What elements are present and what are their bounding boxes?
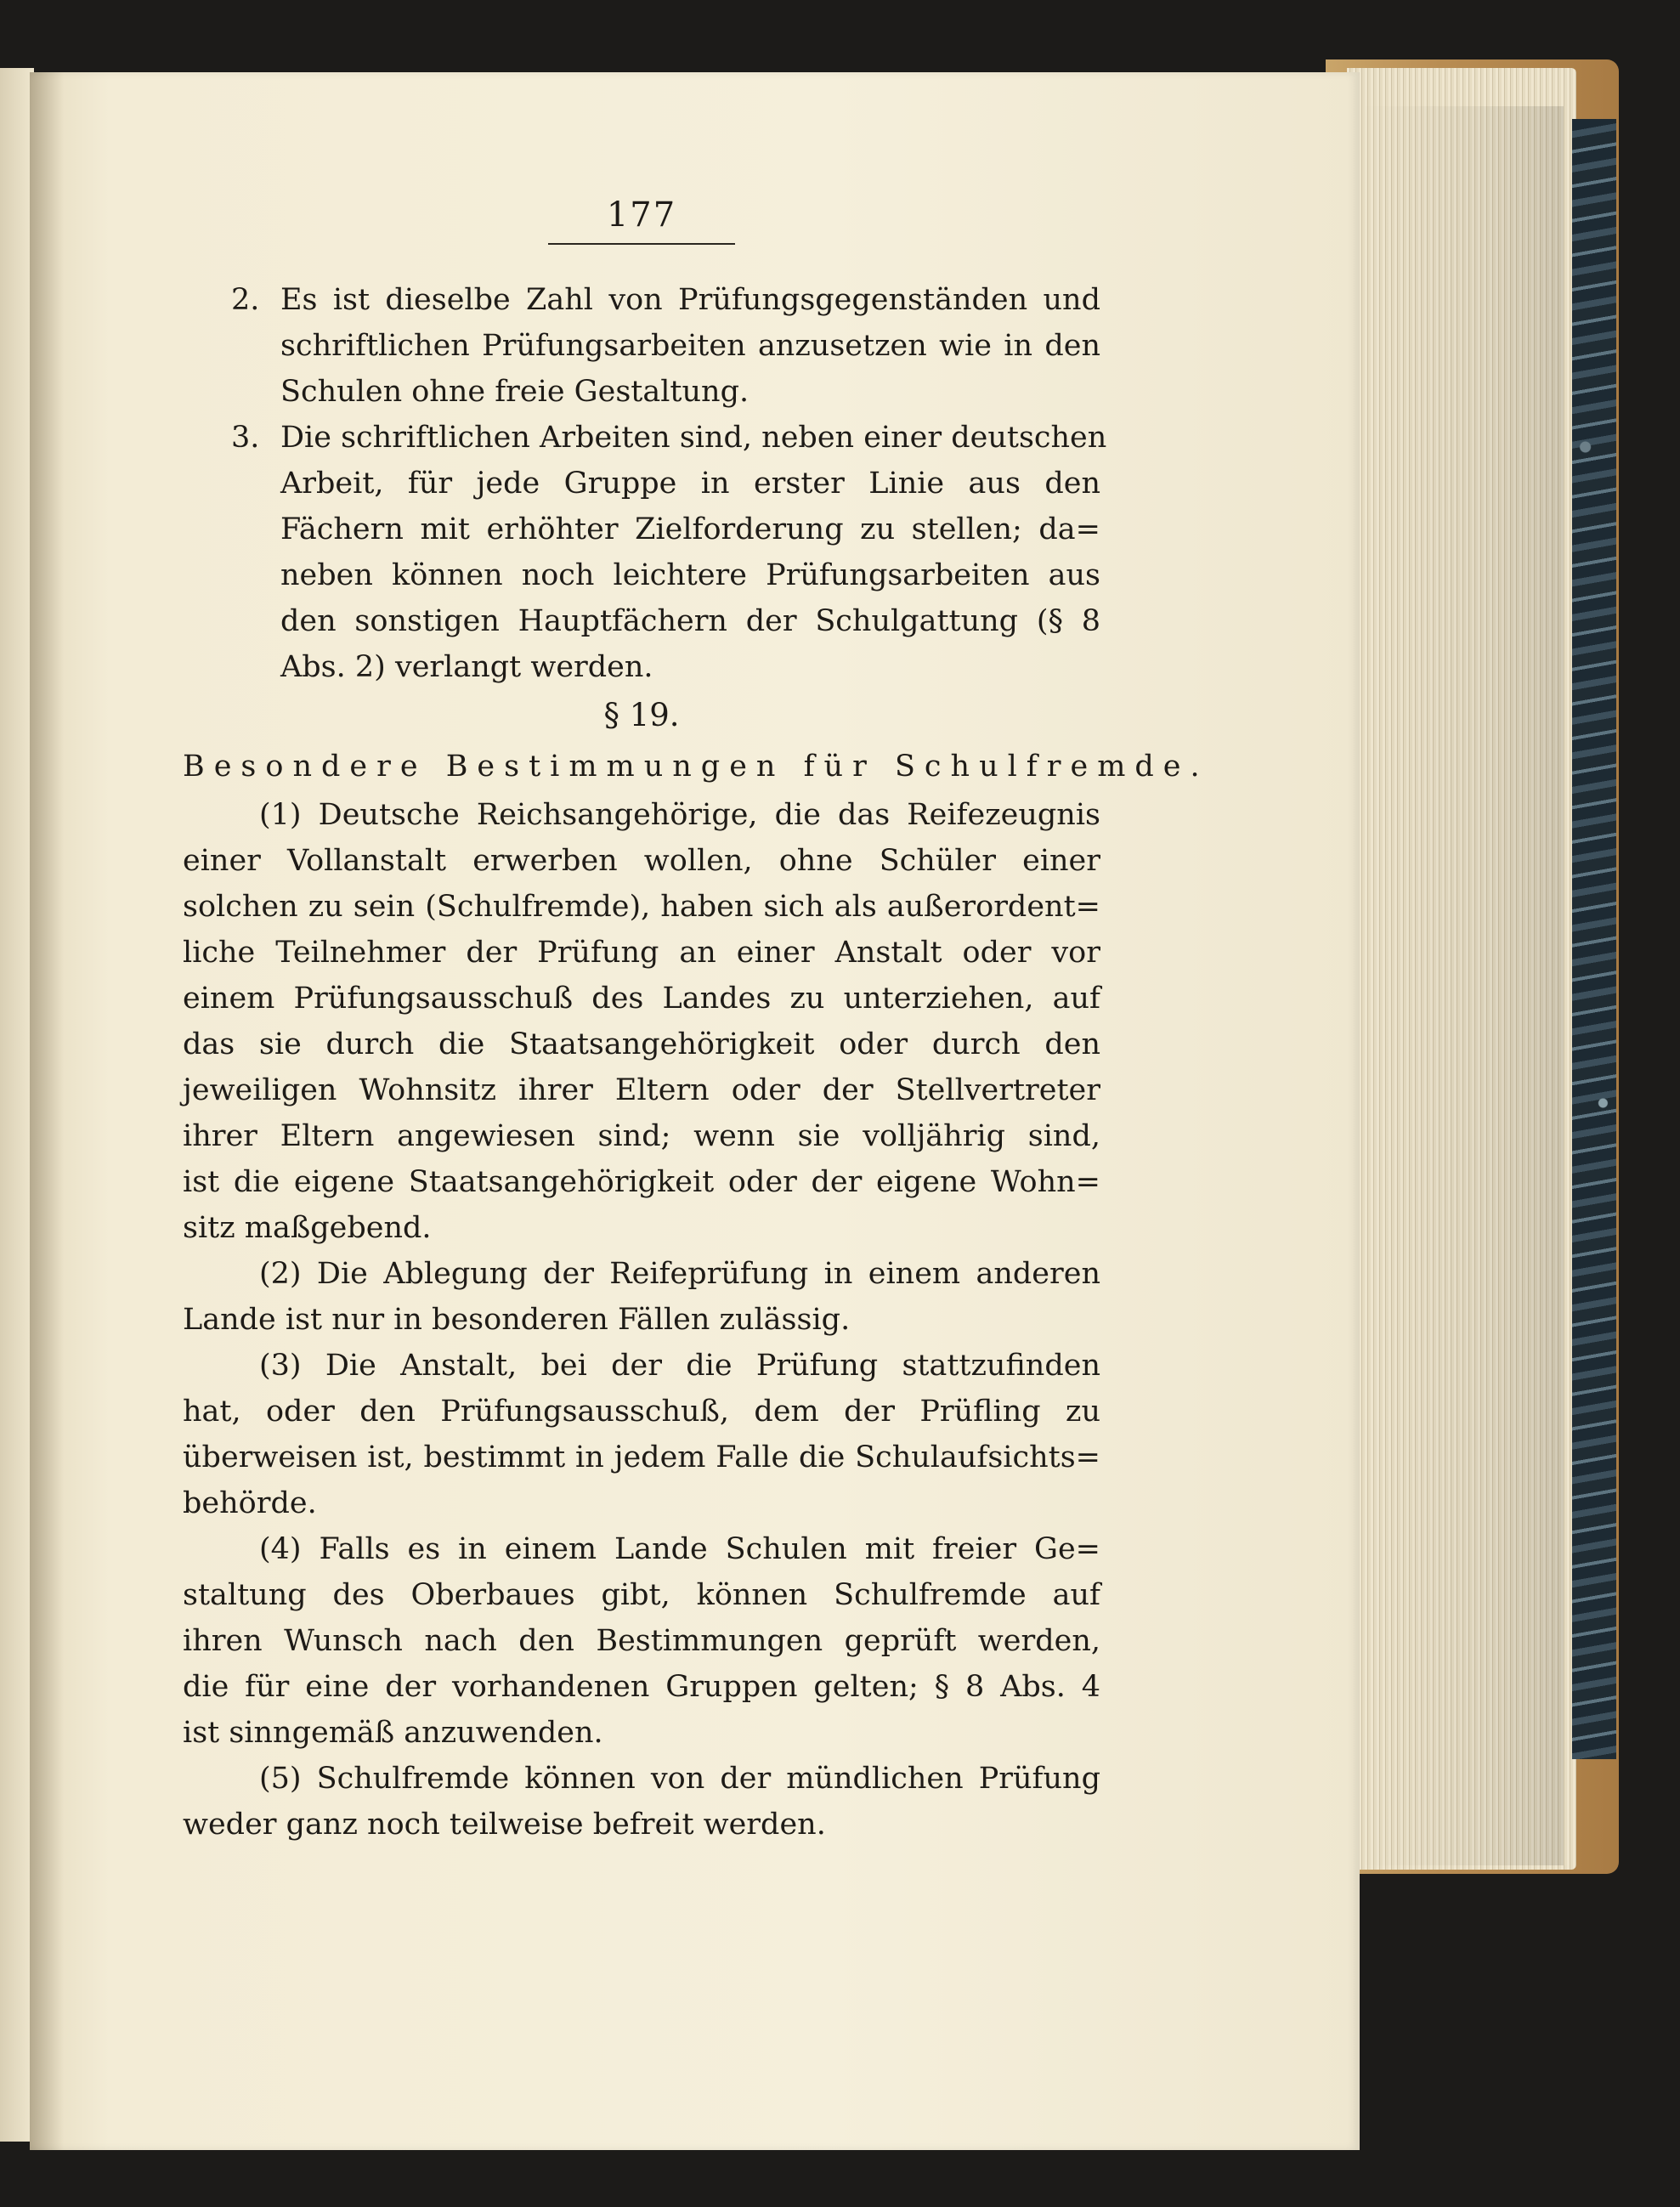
paragraph-3-line: überweisen ist, bestimmt in jedem Falle die Schulaufsichts= — [183, 1440, 1100, 1474]
paragraph-1-line: solchen zu sein (Schulfremde), haben sich als außerordent= — [183, 890, 1100, 924]
item-3-line: Arbeit, für jede Gruppe in erster Linie aus den — [280, 467, 1100, 501]
marbled-edge — [1572, 119, 1616, 1759]
page-number: 177 — [606, 195, 677, 235]
page-gutter-shadow — [30, 72, 64, 2150]
section-paragraphs — [183, 792, 1100, 1848]
paragraph-1-line: einem Prüfungsausschuß des Landes zu unterziehen, auf — [183, 982, 1100, 1016]
paragraph-1-line: sitz maßgebend. — [183, 1211, 432, 1245]
paragraph-3-line: hat, oder den Prüfungsausschuß, dem der Prüfling zu — [183, 1395, 1100, 1429]
item-3-line: den sonstigen Hauptfächern der Schulgattung (§ 8 — [280, 604, 1100, 638]
paragraph-4-line: staltung des Oberbaues gibt, können Schulfremde auf — [183, 1578, 1100, 1612]
paragraph-3-line: behörde. — [183, 1486, 317, 1520]
facing-page-edge — [0, 68, 34, 2142]
item-3-line: Abs. 2) verlangt werden. — [280, 650, 653, 684]
paragraph-1-line: ist die eigene Staatsangehörigkeit oder der eigene Wohn= — [183, 1165, 1100, 1199]
item-line-text: Die schriftlichen Arbeiten sind, neben einer deutschen — [280, 421, 1107, 455]
numbered-items — [183, 277, 1107, 690]
item-line-text: Es ist dieselbe Zahl von Prüfungsgegenständen und — [280, 283, 1100, 317]
paragraph-2-line: Lande ist nur in besonderen Fällen zulässig. — [183, 1303, 851, 1337]
paragraph-4-line: die für eine der vorhandenen Gruppen gelten; § 8 Abs. 4 — [183, 1670, 1100, 1704]
page-text — [183, 195, 1209, 1848]
paragraph-5-line: (5) Schulfremde können von der mündlichen Prüfung — [259, 1762, 1100, 1796]
section-heading: Besondere Bestimmungen für Schulfremde. — [183, 750, 1209, 784]
item-2-line: schriftlichen Prüfungsarbeiten anzusetzen wie in den — [280, 329, 1100, 363]
paragraph-3-line: (3) Die Anstalt, bei der die Prüfung stattzufinden — [259, 1349, 1100, 1383]
page-number-rule — [548, 243, 735, 245]
paragraph-5-line: weder ganz noch teilweise befreit werden. — [183, 1808, 826, 1842]
paragraph-1-line: (1) Deutsche Reichsangehörige, die das Reifezeugnis — [259, 798, 1100, 832]
item-3-line — [183, 415, 1107, 461]
item-2-line: Schulen ohne freie Gestaltung. — [280, 375, 749, 409]
item-3-line: Fächern mit erhöhter Zielforderung zu stellen; da= — [280, 512, 1100, 546]
section-number: § 19. — [603, 697, 680, 733]
paragraph-1-line: das sie durch die Staatsangehörigkeit oder durch den — [183, 1027, 1100, 1061]
page-edges-shadow — [1360, 106, 1564, 1865]
paragraph-1-line: jeweiligen Wohnsitz ihrer Eltern oder der Stellvertreter — [183, 1073, 1100, 1107]
paragraph-4-line: ihren Wunsch nach den Bestimmungen geprüft werden, — [183, 1624, 1100, 1658]
paragraph-1-line: ihrer Eltern angewiesen sind; wenn sie volljährig sind, — [183, 1119, 1100, 1153]
item-number: 2. — [231, 283, 260, 317]
paragraph-1-line: einer Vollanstalt erwerben wollen, ohne Schüler einer — [183, 844, 1100, 878]
item-2-line — [183, 277, 1100, 323]
paragraph-4-line: (4) Falls es in einem Lande Schulen mit freier Ge= — [259, 1532, 1100, 1566]
item-number: 3. — [231, 421, 260, 455]
item-3-line: neben können noch leichtere Prüfungsarbeiten aus — [280, 558, 1100, 592]
paragraph-4-line: ist sinngemäß anzuwenden. — [183, 1716, 603, 1750]
paragraph-1-line: liche Teilnehmer der Prüfung an einer Anstalt oder vor — [183, 936, 1100, 970]
paragraph-2-line: (2) Die Ablegung der Reifeprüfung in einem anderen — [259, 1257, 1100, 1291]
